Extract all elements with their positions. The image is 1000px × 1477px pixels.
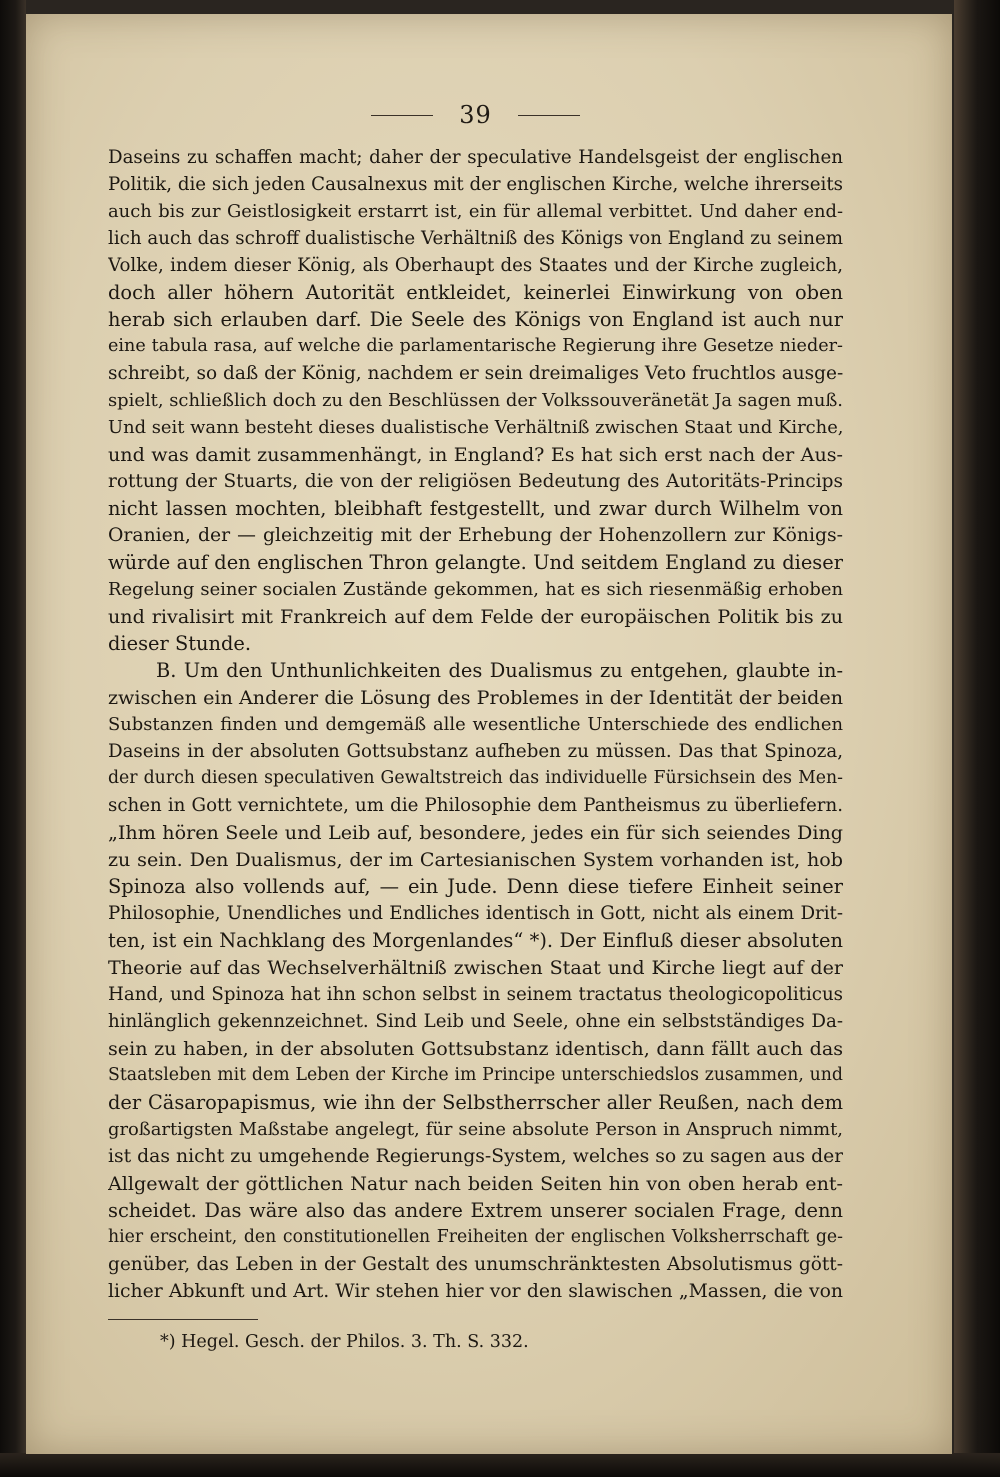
text-line: zu sein. Den Dualismus, der im Cartesianischen System vorhanden ist, hob [108, 848, 843, 871]
text-line: hier erscheint, den constitutionellen Freiheiten der englischen Volksherrschaft ge- [108, 1227, 843, 1247]
text-line: ist das nicht zu umgehende Regierungs-System, welches so zu sagen aus der [108, 1146, 843, 1167]
text-line: Volke, indem dieser König, als Oberhaupt des Staates und der Kirche zugleich, [108, 255, 843, 276]
text-line: nicht lassen mochten, bleibhaft festgestellt, und zwar durch Wilhelm von [108, 497, 843, 520]
text-line: Daseins in der absoluten Gottsubstanz aufheben zu müssen. Das that Spinoza, [108, 741, 843, 762]
text-line: Oranien, der — gleichzeitig mit der Erhebung der Hohenzollern zur Königs- [108, 525, 843, 546]
text-line: eine tabula rasa, auf welche die parlamentarische Regierung ihre Gesetze nieder- [108, 336, 843, 356]
text-line: genüber, das Leben in der Gestalt des unumschränktesten Absolutismus gött- [108, 1254, 843, 1275]
page-number: 39 [459, 101, 492, 129]
text-line: schreibt, so daß der König, nachdem er sein dreimaliges Veto fruchtlos ausge- [108, 363, 843, 384]
text-line: der durch diesen speculativen Gewaltstreich das individuelle Fürsichsein des Men- [108, 768, 843, 788]
text-line: schen in Gott vernichtete, um die Philosophie dem Pantheismus zu überliefern. [108, 795, 843, 816]
text-line: Daseins zu schaffen macht; daher der speculative Handelsgeist der englischen [108, 147, 843, 168]
text-line: B. Um den Unthunlichkeiten des Dualismus zu entgehen, glaubte in- [156, 659, 843, 682]
text-line: Allgewalt der göttlichen Natur nach beiden Seiten hin von oben herab ent- [108, 1172, 843, 1195]
text-line: Substanzen finden und demgemäß alle wesentliche Unterschiede des endlichen [108, 714, 843, 735]
text-line: Und seit wann besteht dieses dualistische Verhältniß zwischen Staat und Kirche, [108, 417, 843, 438]
text-line: herab sich erlauben darf. Die Seele des Königs von England ist auch nur [108, 308, 843, 331]
text-line: spielt, schließlich doch zu den Beschlüssen der Volkssouveränetät Ja sagen muß. [108, 390, 843, 411]
text-line: zwischen ein Anderer die Lösung des Problemes in der Identität der beiden [108, 686, 843, 709]
body-text [108, 144, 843, 1305]
footnote: *) Hegel. Gesch. der Philos. 3. Th. S. 332. [160, 1332, 529, 1352]
text-line: Regelung seiner socialen Zustände gekommen, hat es sich riesenmäßig erhoben [108, 579, 843, 600]
text-line: hinlänglich gekennzeichnet. Sind Leib und Seele, ohne ein selbstständiges Da- [108, 1011, 843, 1032]
text-line: Hand, und Spinoza hat ihn schon selbst in seinem tractatus theologicopoliticus [108, 984, 843, 1005]
text-line: großartigsten Maßstabe angelegt, für seine absolute Person in Anspruch nimmt, [108, 1119, 843, 1140]
text-line: Politik, die sich jeden Causalnexus mit der englischen Kirche, welche ihrerseits [108, 174, 843, 195]
text-line: und rivalisirt mit Frankreich auf dem Felde der europäischen Politik bis zu [108, 605, 843, 628]
scan-edge-right [954, 0, 1000, 1477]
text-line: dieser Stunde. [108, 632, 252, 655]
text-line: Philosophie, Unendliches und Endliches identisch in Gott, nicht als einem Drit- [108, 903, 843, 924]
text-line: rottung der Stuarts, die von der religiösen Bedeutung des Autoritäts-Princips [108, 471, 843, 492]
text-line: lich auch das schroff dualistische Verhältniß des Königs von England zu seinem [108, 228, 843, 249]
text-line: scheidet. Das wäre also das andere Extrem unserer socialen Frage, denn [108, 1199, 843, 1222]
text-line: auch bis zur Geistlosigkeit erstarrt ist, ein für allemal verbittet. Und daher end- [108, 201, 843, 222]
text-line: ten, ist ein Nachklang des Morgenlandes“ *). Der Einfluß dieser absoluten [108, 929, 843, 952]
text-line: sein zu haben, in der absoluten Gottsubstanz identisch, dann fällt auch das [108, 1037, 843, 1060]
text-line: „Ihm hören Seele und Leib auf, besondere, jedes ein für sich seiendes Ding [108, 821, 843, 844]
book-page [26, 14, 952, 1454]
footnote-rule [108, 1319, 258, 1320]
header-rule-right [518, 115, 580, 116]
text-line: licher Abkunft und Art. Wir stehen hier vor den slawischen „Massen, die von [108, 1281, 843, 1302]
scan-edge-left [0, 0, 26, 1477]
text-line: Theorie auf das Wechselverhältniß zwischen Staat und Kirche liegt auf der [108, 956, 843, 979]
text-line: und was damit zusammenhängt, in England? Es hat sich erst nach der Aus- [108, 443, 843, 466]
text-line: Spinoza also vollends auf, — ein Jude. Denn diese tiefere Einheit seiner [108, 875, 843, 898]
page-header [108, 100, 843, 130]
text-line: Staatsleben mit dem Leben der Kirche im Principe unterschiedslos zusammen, und [108, 1065, 843, 1085]
header-rule-left [371, 115, 433, 116]
scan-edge-bottom [0, 1453, 1000, 1477]
text-line: würde auf den englischen Thron gelangte. Und seitdem England zu dieser [108, 551, 843, 574]
text-line: der Cäsaropapismus, wie ihn der Selbstherrscher aller Reußen, nach dem [108, 1091, 843, 1114]
text-line: doch aller höhern Autorität entkleidet, keinerlei Einwirkung von oben [108, 281, 843, 304]
